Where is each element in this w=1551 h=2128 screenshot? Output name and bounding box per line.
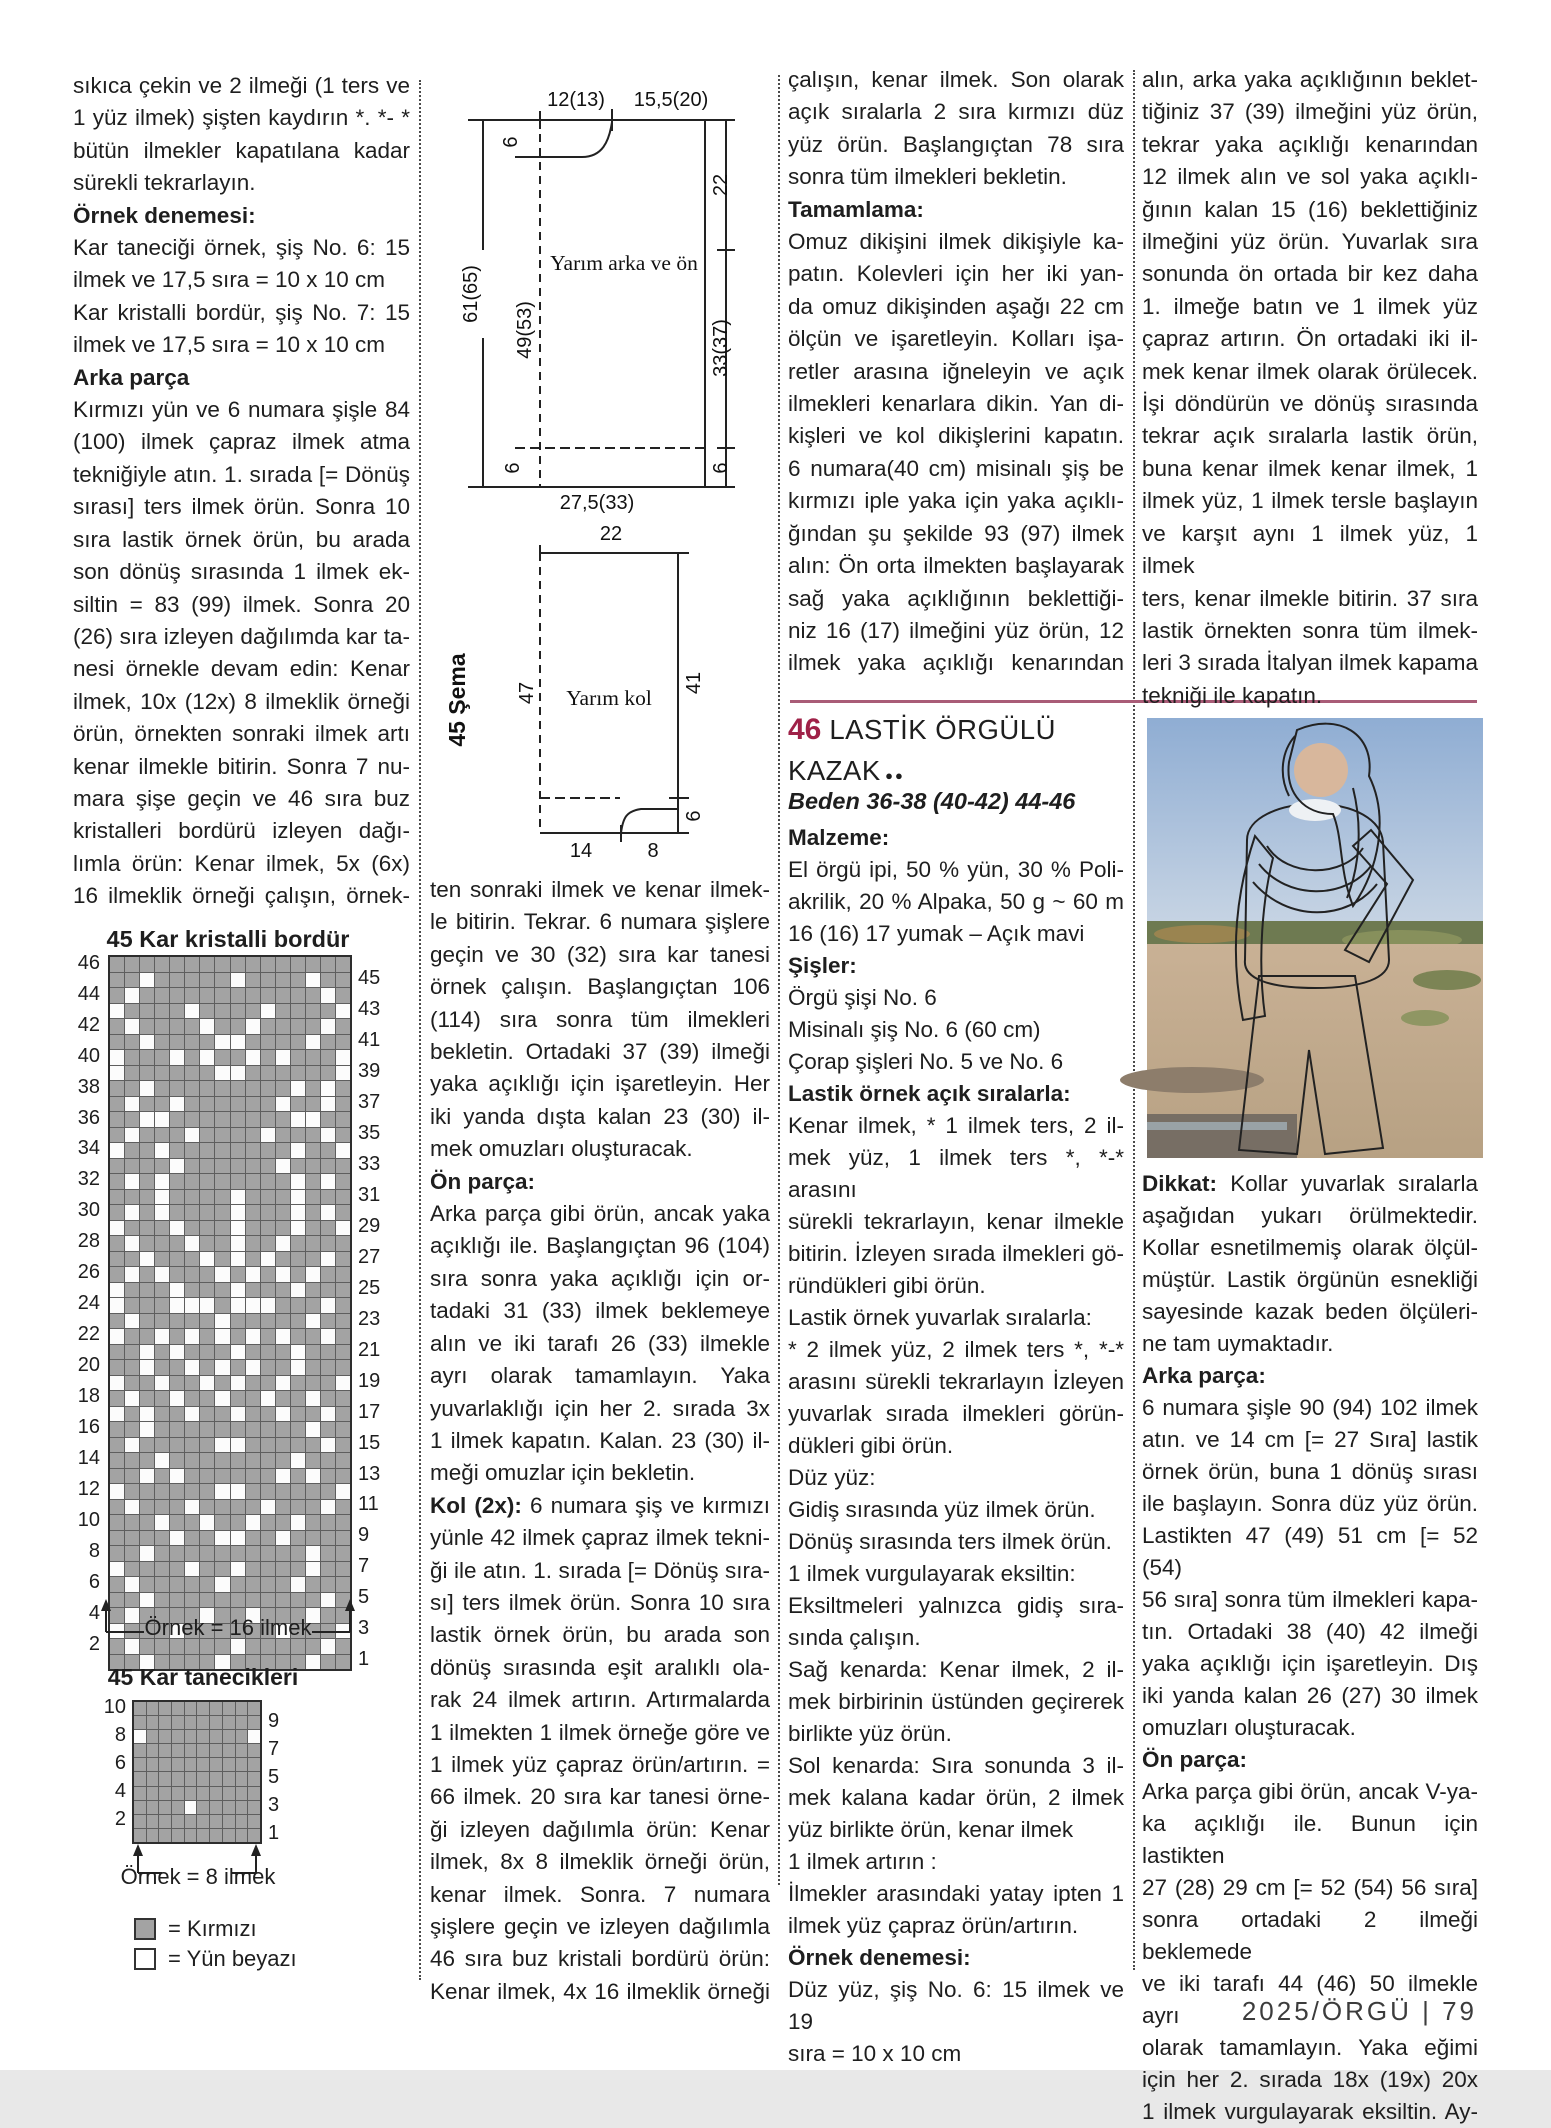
text-line: Çorap şişleri No. 5 ve No. 6 bbox=[788, 1049, 1064, 1074]
text-line: çapraz artırın. Ön ortadaki iki il- bbox=[1142, 326, 1478, 352]
text-line: kırmızı iple yaka için yaka açıklı- bbox=[788, 488, 1124, 514]
text-line: dönüş sırasında eşit aralıklı ola- bbox=[430, 1654, 770, 1680]
text-line: ründükleri gibi örün. bbox=[788, 1273, 986, 1298]
svg-text:22: 22 bbox=[710, 173, 732, 197]
text-line: ilmek yüz çapraz örün/artırın. bbox=[788, 1913, 1079, 1938]
text-line: tiğiniz 37 (39) ilmeğini yüz örün, bbox=[1142, 99, 1478, 125]
text-line: ters, kenar ilmekle bitirin. 37 sıra bbox=[1142, 585, 1478, 611]
text-line: Arka parça bbox=[73, 364, 190, 390]
column-separator-3 bbox=[1133, 70, 1135, 1970]
text-line: akrilik, 20 % Alpaka, 50 g ~ 60 m bbox=[788, 889, 1124, 914]
text-line: Düz yüz: bbox=[788, 1465, 876, 1490]
svg-text:22: 22 bbox=[599, 523, 623, 545]
text-line: müştür. Lastik örgünün esnekliği bbox=[1142, 1267, 1478, 1292]
column-2-text bbox=[430, 874, 770, 2008]
text-line: Kenar ilmek, * 1 ilmek ters, 2 il- bbox=[788, 1113, 1124, 1138]
text-line: ği izleyen dağılımla örün: Kenar bbox=[430, 1816, 770, 1842]
section-header bbox=[788, 712, 1128, 794]
text-line: son dönüş sırasında 1 ilmek ek- bbox=[73, 559, 410, 585]
text-line: ne tam uymaktadır. bbox=[1142, 1331, 1334, 1356]
chart-large-right-numbers: 45 43 41 39 37 35 33 31 29 27 25 23 21 19 17 15 13 11 9 7 5 3 1 bbox=[358, 967, 381, 1671]
red-swatch-icon bbox=[134, 1918, 156, 1940]
text-line: ile başlayın. Sonra düz yüz örün. bbox=[1142, 1491, 1478, 1516]
text-line: 56 sıra] sonra tüm ilmekleri kapa- bbox=[1142, 1587, 1478, 1612]
page-footer: 2025/ÖRGÜ | 79 bbox=[1241, 1996, 1477, 2026]
text-line: retler arasına iğneleyin ve açık bbox=[788, 358, 1124, 384]
chart-large-left-numbers: 46 44 42 40 38 36 34 32 30 28 26 24 22 20 18 16 14 12 10 8 6 4 2 bbox=[77, 951, 100, 1655]
svg-text:Yarım kol: Yarım kol bbox=[566, 686, 652, 710]
text-line: için her 2. sırada 18x (19x) 20x bbox=[1142, 2067, 1478, 2092]
text-line: (114) sıra sonra tüm ilmekleri bbox=[430, 1006, 770, 1032]
chart-snow-grains bbox=[96, 1698, 306, 1842]
text-line: da omuz dikişinden aşağı 22 cm bbox=[788, 293, 1124, 319]
text-line: Örnek denemesi: bbox=[73, 202, 256, 228]
text-line: 27 (28) 29 cm [= 52 (54) 56 sıra] bbox=[1142, 1875, 1478, 1900]
svg-text:Yarım arka ve ön: Yarım arka ve ön bbox=[550, 251, 698, 275]
text-line: 46 sıra buz kristali bordürü örün: bbox=[430, 1946, 770, 1972]
text-line: Dönüş sırasında ters ilmek örün. bbox=[788, 1529, 1112, 1554]
svg-text:14: 14 bbox=[569, 840, 593, 862]
chart-small-right-numbers: 9 7 5 3 1 bbox=[268, 1710, 280, 1844]
text-line: yaka açıklığı için işaretleyin. Her bbox=[430, 1071, 770, 1097]
text-line: ilmek yaka açıklığı kenarından bbox=[788, 650, 1124, 676]
text-line: ğının kalan 15 (16) beklettiğiniz bbox=[1142, 196, 1478, 222]
schematic-back-front bbox=[452, 80, 744, 514]
text-line: yuvarlaklığı için her 2. sırada 3x bbox=[430, 1395, 770, 1421]
text-line: mara şişe geçin ve 46 sıra buz bbox=[73, 785, 410, 811]
text-line: sonra ortadaki 2 ilmeği beklemede bbox=[1142, 1907, 1478, 1964]
text-line: ilmek, 10x (12x) 8 ilmeklik örneği bbox=[73, 688, 410, 714]
text-line: yaka açıklığı için işaretleyin. Dış bbox=[1142, 1651, 1478, 1676]
text-line: sında çalışın. bbox=[788, 1625, 921, 1650]
text-line: mek omuzları oluşturacak. bbox=[430, 1136, 693, 1162]
text-line: birlikte yüz örün. bbox=[788, 1721, 952, 1746]
text-line: siltin = 83 (99) ilmek. Sonra 20 bbox=[73, 591, 410, 617]
text-line: Düz yüz, şiş No. 6: 15 ilmek ve 19 bbox=[788, 1977, 1124, 2034]
text-line: 16 (16) 17 yumak – Açık mavi bbox=[788, 921, 1085, 946]
svg-text:33(37): 33(37) bbox=[710, 319, 732, 377]
chart-large-grid bbox=[108, 955, 352, 1671]
text-line: Örgü şişi No. 6 bbox=[788, 985, 937, 1010]
text-line: 6 numara(40 cm) misinalı şiş be bbox=[788, 455, 1124, 481]
pattern-sizes: Beden 36-38 (40-42) 44-46 bbox=[788, 788, 1076, 814]
model-photo-illustration bbox=[1147, 718, 1483, 1158]
text-line: alın ve iki tarafı 26 (33) ilmekle bbox=[430, 1330, 770, 1356]
text-line: kişleri ve kol dikişlerini kapatın. bbox=[788, 423, 1124, 449]
text-line: tekniğiyle atın. 1. sırada [= Dönüş bbox=[73, 461, 410, 487]
text-line: Lastik örnek yuvarlak sıralarla: bbox=[788, 1305, 1092, 1330]
svg-text:47: 47 bbox=[516, 681, 538, 705]
text-line: çalışın, kenar ilmek. Son olarak bbox=[788, 67, 1124, 92]
text-line: Kol (2x): 6 numara şiş ve kırmızı bbox=[430, 1492, 771, 1518]
svg-text:45 Şema: 45 Şema bbox=[444, 653, 470, 747]
text-line: sürekli tekrarlayın, kenar ilmekle bbox=[788, 1209, 1124, 1234]
text-line: omuzları oluşturacak. bbox=[1142, 1715, 1356, 1740]
text-line: kenar ilmekle bitirin. Sonra 7 nu- bbox=[73, 753, 410, 779]
column-4-text-top bbox=[1142, 64, 1478, 712]
text-line: bütün ilmekler kapatılana kadar bbox=[73, 137, 410, 163]
text-line: patın. Kolevleri için her iki yan- bbox=[788, 261, 1124, 287]
text-line: * 2 ilmek yüz, 2 ilmek ters *, *-* bbox=[788, 1337, 1124, 1362]
text-line: El örgü ipi, 50 % yün, 30 % Poli- bbox=[788, 857, 1124, 882]
schematic-sleeve bbox=[435, 515, 707, 869]
text-line: sonra tüm ilmekleri bekletin. bbox=[788, 164, 1067, 190]
text-line: tekrar yaka açıklığı kenarından bbox=[1142, 131, 1478, 157]
text-line: Örnek denemesi: bbox=[788, 1945, 971, 1970]
svg-text:61(65): 61(65) bbox=[460, 265, 482, 323]
text-line: iki yanda kalan 26 (27) 30 ilmek bbox=[1142, 1683, 1478, 1708]
text-line: şişlere geçin ve izleyen dağılımla bbox=[430, 1914, 770, 1939]
text-line: 66 ilmek. 20 sıra kar tanesi örne- bbox=[430, 1784, 770, 1810]
text-line: ten sonraki ilmek ve kenar ilmek- bbox=[430, 877, 770, 902]
svg-text:6: 6 bbox=[502, 462, 524, 474]
text-line: sayesinde kazak beden ölçüleri- bbox=[1142, 1299, 1478, 1324]
chart-small-repeat-label: Örnek = 8 ilmek bbox=[120, 1864, 276, 1889]
text-line: bitirin. İzleyen sırada ilmekleri gö- bbox=[788, 1241, 1124, 1266]
text-line: Malzeme: bbox=[788, 825, 890, 850]
text-line: olarak tamamlayın. Yaka eğimi bbox=[1142, 2035, 1478, 2060]
text-line: Kenar ilmek, 4x 16 ilmeklik örneği bbox=[430, 1978, 770, 2004]
legend-white-label: = Yün beyazı bbox=[168, 1946, 297, 1971]
text-line: 1 ilmek vurgulayarak eksiltin: bbox=[788, 1561, 1076, 1586]
text-line: kenar ilmek. Sonra. 7 numara bbox=[430, 1881, 770, 1907]
text-line: sağ yaka açıklığının beklettiği- bbox=[788, 585, 1124, 611]
text-line: Dikkat: Kollar yuvarlak sıralarla bbox=[1142, 1171, 1478, 1196]
text-line: sürekli tekrarlayın. bbox=[73, 170, 256, 196]
text-line: ka açıklığı ile. Bunun için lastikten bbox=[1142, 1811, 1478, 1868]
text-line: lımla örün: Kenar ilmek, 5x (6x) bbox=[73, 850, 410, 876]
text-line: lastik örnek örün, bu arada son bbox=[430, 1622, 770, 1648]
text-line: Omuz dikişini ilmek dikişiyle ka- bbox=[788, 229, 1124, 255]
text-line: dükleri gibi örün. bbox=[788, 1433, 954, 1458]
text-line: yuvarlak sırada ilmekleri görün- bbox=[788, 1401, 1124, 1426]
text-line: buna kenar ilmek kenar ilmek, 1 bbox=[1142, 455, 1478, 481]
text-line: Misinalı şiş No. 6 (60 cm) bbox=[788, 1017, 1041, 1042]
model-photo bbox=[1147, 718, 1483, 1158]
text-line: nesi örnekle devam edin: Kenar bbox=[73, 656, 410, 682]
text-line: ilmekleri kenarlara dikin. Yan di- bbox=[788, 391, 1124, 417]
text-line: le bitirin. Tekrar. 6 numara şişlere bbox=[430, 909, 770, 935]
column-separator-1 bbox=[419, 80, 421, 1980]
text-line: Lastikten 47 (49) 51 cm [= 52 (54) bbox=[1142, 1523, 1478, 1580]
text-line: yünle 42 ilmek çapraz ilmek tekni- bbox=[430, 1525, 770, 1551]
text-line: Kollar esnetilmemiş olarak ölçül- bbox=[1142, 1235, 1478, 1260]
text-line: 12 ilmek alın ve sol yaka açıklı- bbox=[1142, 164, 1478, 190]
text-line: ilmeğini yüz örün. Yuvarlak sıra bbox=[1142, 229, 1478, 255]
svg-text:8: 8 bbox=[647, 840, 659, 862]
text-line: Gidiş sırasında yüz ilmek örün. bbox=[788, 1497, 1096, 1522]
text-line: Sağ kenarda: Kenar ilmek, 2 il- bbox=[788, 1657, 1124, 1682]
text-line: sıra lastik örnek örün, bu arada bbox=[73, 526, 410, 552]
text-line: ğından şu şekilde 93 (97) ilmek bbox=[788, 520, 1124, 546]
text-line: Arka parça gibi örün, ancak yaka bbox=[430, 1201, 770, 1227]
text-line: bekletin. Ortadaki 37 (39) ilmeği bbox=[430, 1039, 770, 1065]
legend-red-label: = Kırmızı bbox=[168, 1916, 257, 1941]
text-line: 1 ilmek yüz çapraz örün/artırın. = bbox=[430, 1751, 770, 1777]
text-line: örnek çalışın. Başlangıçtan 106 bbox=[430, 974, 770, 1000]
chart-small-grid bbox=[132, 1700, 262, 1844]
pattern-number: 46 bbox=[788, 713, 822, 746]
text-line: yüz örün. Başlangıçtan 78 sıra bbox=[788, 131, 1124, 157]
svg-text:12(13): 12(13) bbox=[547, 89, 605, 111]
text-line: yüz birlikte örün, kenar ilmek bbox=[788, 1817, 1074, 1842]
pattern-title-line1: LASTİK ÖRGÜLÜ bbox=[829, 714, 1056, 745]
text-line: açıklığı ile. Başlangıçtan 96 (104) bbox=[430, 1233, 770, 1259]
text-line: ilmek yüz, 1 ilmek tersle başlayın bbox=[1142, 488, 1478, 514]
text-line: Tamamlama: bbox=[788, 196, 924, 222]
text-line: sıra = 10 x 10 cm bbox=[788, 2041, 962, 2066]
text-line: lastik örnekten sonra tüm ilmek- bbox=[1142, 617, 1478, 643]
text-line: atın. ve 14 cm [= 27 Sıra] lastik bbox=[1142, 1427, 1478, 1452]
text-line: Kar taneciği örnek, şiş No. 6: 15 bbox=[73, 235, 410, 261]
chart-small-title: 45 Kar tanecikleri bbox=[107, 1664, 299, 1690]
pattern-title-line2: KAZAK bbox=[788, 755, 881, 786]
text-line: ilmek, 8x 8 ilmeklik örneği örün, bbox=[430, 1849, 770, 1875]
text-line: tadaki 31 (33) ilmek beklemeye bbox=[430, 1298, 770, 1324]
text-line: 1 ilmek artırın : bbox=[788, 1849, 937, 1874]
text-line: leri 3 sırada İtalyan ilmek kapama bbox=[1142, 650, 1478, 676]
legend-red bbox=[134, 1916, 257, 1942]
text-line: iki yanda dışta kalan 23 (30) il- bbox=[430, 1103, 770, 1129]
chart-small-left-numbers: 10 8 6 4 2 bbox=[103, 1696, 126, 1830]
text-line: 1 ilmek vurgulayarak eksiltin. Ay- bbox=[1142, 2099, 1478, 2124]
text-line: tekrar açık sıralarla lastik örün, bbox=[1142, 423, 1478, 449]
text-line: arasını sürekli tekrarlayın İzleyen bbox=[788, 1369, 1124, 1394]
column-4-text-bottom bbox=[1142, 1168, 1478, 2128]
text-line: ilmek ve 17,5 sıra = 10 x 10 cm bbox=[73, 332, 386, 358]
text-line: rak 24 ilmek artırın. Artırmalarda bbox=[430, 1687, 770, 1713]
column-1-text bbox=[73, 70, 410, 913]
column-separator-2 bbox=[778, 75, 780, 1885]
text-line: ölçün ve işaretleyin. Kolları işa- bbox=[788, 326, 1124, 352]
text-line: 1 yüz ilmek) şişten kaydırın *. *- * bbox=[73, 105, 410, 131]
text-line: geçin ve 30 (32) sıra kar tanesi bbox=[430, 941, 770, 967]
text-line: tın. Ortadaki 38 (40) 42 ilmeği bbox=[1142, 1619, 1478, 1644]
text-line: ve iki tarafı 44 (46) 50 ilmekle ayrı bbox=[1142, 1971, 1478, 2028]
text-line: ilmek ve 17,5 sıra = 10 x 10 cm bbox=[73, 267, 386, 293]
text-line: aşağıdan yukarı örülmektedir. bbox=[1142, 1203, 1478, 1228]
chart-large-repeat-label: Örnek = 16 ilmek bbox=[144, 1615, 312, 1640]
white-swatch-icon bbox=[134, 1948, 156, 1970]
text-line: mek yüz, 1 ilmek ters *, *-* arasını bbox=[788, 1145, 1124, 1202]
svg-text:41: 41 bbox=[683, 671, 705, 695]
column-3-text bbox=[788, 64, 1124, 680]
text-line: sıra sonra yaka açıklığı için or- bbox=[430, 1265, 770, 1291]
svg-text:49(53): 49(53) bbox=[514, 301, 536, 359]
text-line: Ön parça: bbox=[1142, 1747, 1248, 1772]
svg-text:6: 6 bbox=[683, 810, 705, 822]
text-line: (26) sıra izleyen dağılımda kar ta- bbox=[73, 623, 410, 649]
text-line: örnek örün, buna 1 dönüş sırası bbox=[1142, 1459, 1478, 1484]
text-line: (100) ilmek çapraz ilmek atma bbox=[73, 429, 410, 455]
text-line: sıkıca çekin ve 2 ilmeği (1 ters ve bbox=[73, 73, 410, 98]
section-body-text bbox=[788, 822, 1124, 2070]
text-line: alın: Ön orta ilmekten başlayarak bbox=[788, 553, 1124, 579]
text-line: Arka parça gibi örün, ancak V-ya- bbox=[1142, 1779, 1478, 1804]
text-line: 1. ilmeğe batın ve 1 ilmek yüz bbox=[1142, 293, 1478, 319]
text-line: sırası] ters ilmek örün. Sonra 10 bbox=[73, 494, 410, 520]
svg-text:6: 6 bbox=[710, 462, 732, 474]
text-line: İşi döndürün ve dönüş sırasında bbox=[1142, 391, 1478, 417]
text-line: ği ile atın. 1. sırada [= Dönüş sıra- bbox=[430, 1557, 770, 1583]
text-line: Şişler: bbox=[788, 953, 857, 978]
text-line: Kar kristalli bordür, şiş No. 7: 15 bbox=[73, 299, 410, 325]
text-line: örün, örnekten sonraki ilmek artı bbox=[73, 721, 410, 747]
text-line: İlmekler arasındaki yatay ipten 1 bbox=[788, 1881, 1124, 1906]
text-line: niz 16 (17) ilmeğini yüz örün, 12 bbox=[788, 617, 1124, 643]
legend-white bbox=[134, 1946, 297, 1972]
text-line: Kırmızı yün ve 6 numara şişle 84 bbox=[73, 397, 410, 423]
text-line: mek birbirinin üstünden geçirerek bbox=[788, 1689, 1124, 1714]
text-line: Lastik örnek açık sıralarla: bbox=[788, 1081, 1071, 1106]
text-line: açık sıralarla 2 sıra kırmızı düz bbox=[788, 99, 1124, 125]
text-line: mek kenar ilmek olarak örülecek. bbox=[1142, 358, 1478, 384]
text-line: sı] ters ilmek örün. Sonra 10 sıra bbox=[430, 1589, 770, 1615]
text-line: tekniği ile kapatın. bbox=[1142, 682, 1323, 708]
text-line: 1 ilmekten 1 ilmek örneğe göre ve bbox=[430, 1719, 770, 1745]
text-line: kristalleri bordürü izleyen dağı- bbox=[73, 818, 410, 844]
text-line: ve karşıt aynı 1 ilmek yüz, 1 ilmek bbox=[1142, 520, 1478, 579]
text-line: Eksiltmeleri yalnızca gidiş sıra- bbox=[788, 1593, 1124, 1618]
text-line: ayrı olarak tamamlayın. Yaka bbox=[430, 1363, 770, 1389]
difficulty-dots: ●● bbox=[885, 767, 905, 783]
text-line: Ön parça: bbox=[430, 1168, 536, 1194]
text-line: Sol kenarda: Sıra sonunda 3 il- bbox=[788, 1753, 1124, 1778]
text-line: 16 ilmeklik örneği çalışın, örnek- bbox=[73, 883, 410, 909]
text-line: Arka parça: bbox=[1142, 1363, 1266, 1388]
svg-text:6: 6 bbox=[500, 136, 522, 148]
svg-text:27,5(33): 27,5(33) bbox=[559, 492, 635, 514]
text-line: sonunda ön ortada bir kez daha bbox=[1142, 261, 1478, 287]
text-line: 1 ilmek kapatın. Kalan. 23 (30) il- bbox=[430, 1427, 770, 1453]
text-line: alın, arka yaka açıklığının beklet- bbox=[1142, 67, 1478, 92]
chart-large-title: 45 Kar kristalli bordür bbox=[106, 926, 350, 952]
text-line: 6 numara şişle 90 (94) 102 ilmek bbox=[1142, 1395, 1478, 1420]
text-line: mek kalana kadar örün, 2 ilmek bbox=[788, 1785, 1124, 1810]
svg-text:15,5(20): 15,5(20) bbox=[633, 89, 709, 111]
text-line: meği omuzlar için bekletin. bbox=[430, 1460, 696, 1486]
chart-snow-crystal-border bbox=[64, 953, 394, 1669]
